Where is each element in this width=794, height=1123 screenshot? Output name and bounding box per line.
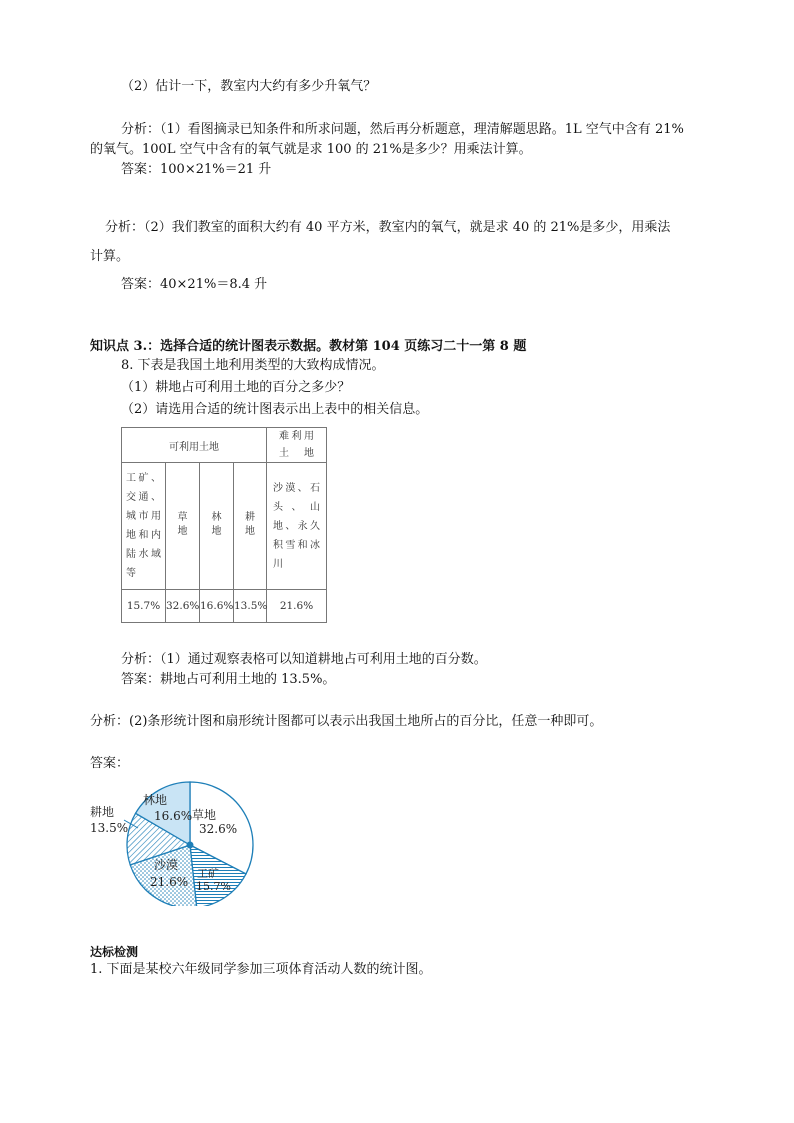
question-8-part-1: （1）耕地占可利用土地的百分之多少？ [121, 380, 351, 395]
label-forest-pct: 16.6% [154, 809, 193, 823]
question-8: 8. 下表是我国土地利用类型的大致构成情况。 [121, 358, 385, 373]
analysis-8-1: 分析：（1）通过观察表格可以知道耕地占可利用土地的百分数。 [121, 652, 487, 667]
value-farm: 13.5% [234, 590, 267, 623]
value-grass: 32.6% [166, 590, 200, 623]
analysis-2-line-1: 分析：（2）我们教室的面积大约有 40 平方米，教室内的氧气，就是求 40 的 21%是多少，用乘法 [105, 220, 671, 235]
header-usable-land: 可利用土地 [122, 428, 267, 463]
analysis-1-line-1: 分析：（1）看图摘录已知条件和所求问题，然后再分析题意，理清解题思路。1L 空气中含有 21% [121, 122, 684, 137]
label-desert-pct: 21.6% [150, 875, 189, 889]
answer-2: 答案：40×21%＝8.4 升 [121, 277, 268, 292]
answer-1: 答案：100×21%＝21 升 [121, 162, 272, 177]
analysis-8-2: 分析：(2)条形统计图和扇形统计图都可以表示出我国土地所占的百分比，任意一种即可。 [90, 714, 603, 729]
land-use-pie-chart [86, 776, 266, 906]
label-grass: 草地 [192, 808, 217, 822]
check-section-title: 达标检测 [90, 945, 139, 959]
answer-8-1: 答案：耕地占可利用土地的 13.5%。 [121, 672, 336, 687]
category-hard: 沙漠、石头、山地、永久积雪和冰川 [267, 463, 327, 590]
question-8-part-2: （2）请选用合适的统计图表示出上表中的相关信息。 [121, 402, 429, 417]
knowledge-point-3: 知识点 3.：选择合适的统计图表示数据。教材第 104 页练习二十一第 8 题 [90, 339, 527, 354]
check-question-1: 1. 下面是某校六年级同学参加三项体育活动人数的统计图。 [90, 962, 432, 977]
analysis-2-line-2: 计算。 [90, 249, 130, 264]
category-forest: 林地 [200, 463, 234, 590]
label-farm: 耕地 [90, 805, 115, 819]
label-industrial: 工矿 [197, 867, 219, 880]
value-hard: 21.6% [267, 590, 327, 623]
answer-8-2: 答案： [90, 756, 130, 771]
label-grass-pct: 32.6% [199, 822, 238, 836]
land-use-table [121, 427, 327, 623]
question-2: （2）估计一下，教室内大约有多少升氧气？ [121, 79, 377, 94]
label-desert: 沙漠 [154, 858, 179, 872]
pie-center-dot [187, 842, 194, 849]
category-farm: 耕地 [234, 463, 267, 590]
value-industrial: 15.7% [122, 590, 166, 623]
value-forest: 16.6% [200, 590, 234, 623]
header-hard-land: 难利用土地 [267, 428, 327, 463]
category-grass: 草地 [166, 463, 200, 590]
label-forest: 林地 [143, 793, 168, 807]
category-industrial: 工矿、交通、城市用地和内陆水域等 [122, 463, 166, 590]
label-farm-pct: 13.5% [90, 821, 129, 835]
analysis-1-line-2: 的氧气。100L 空气中含有的氧气就是求 100 的 21%是多少？用乘法计算。 [90, 142, 532, 157]
label-industrial-pct: 15.7% [196, 880, 231, 893]
